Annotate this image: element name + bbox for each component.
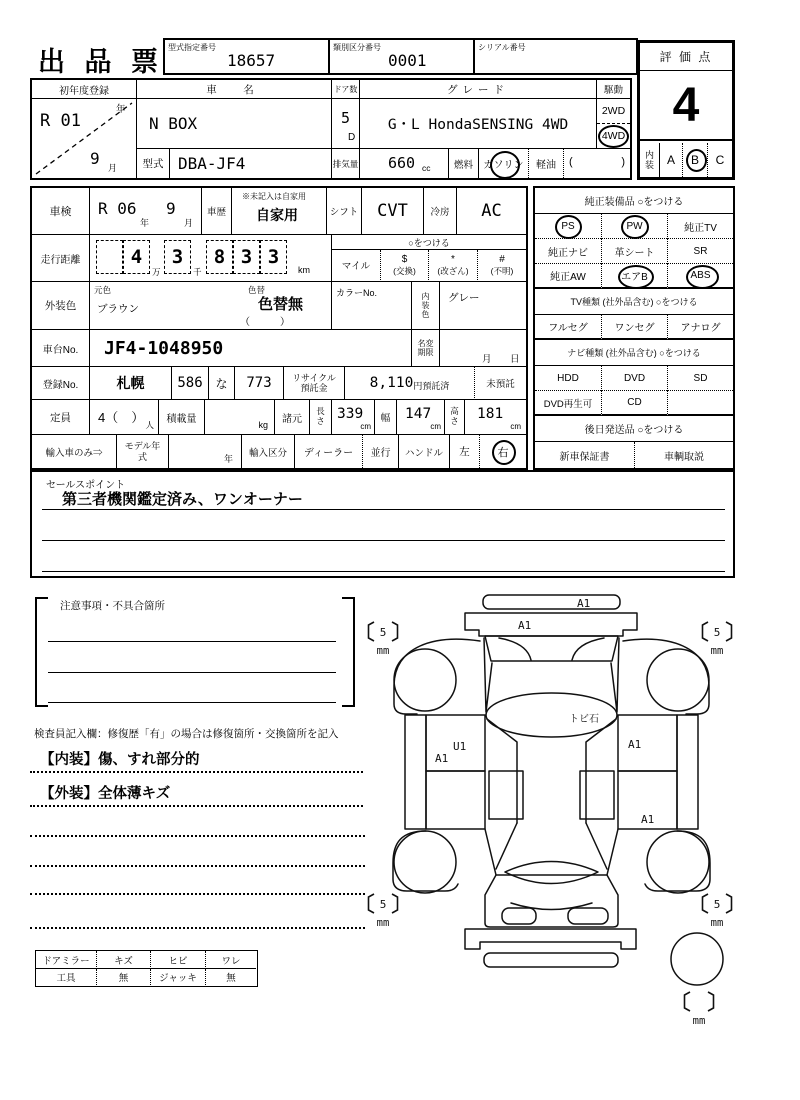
chassis-label: 車台No.	[32, 330, 90, 367]
sales-point-box	[30, 470, 735, 578]
reg-num2: 773	[235, 367, 284, 400]
inner-diag-left	[496, 823, 517, 869]
caution-bracket-left	[35, 597, 48, 707]
later-manual: 車輌取説	[634, 442, 733, 468]
grade-header: グレード	[360, 80, 597, 99]
load-label: 積載量	[159, 400, 205, 435]
evaluation-box	[637, 40, 735, 180]
recycle-label: リサイクル預託金	[284, 367, 345, 400]
navi-hdd: HDD	[535, 366, 601, 391]
tread-marker-spare	[685, 992, 714, 1027]
doors-value: 5	[341, 109, 351, 127]
seat-right	[580, 771, 614, 819]
svg-text:5: 5	[379, 626, 387, 639]
tv-header: TV種類 (社外品含む) ○をつける	[535, 289, 733, 315]
model-code-box	[163, 38, 330, 75]
svg-text:mm: mm	[692, 1015, 706, 1027]
model-value: DBA-JF4	[170, 149, 332, 178]
load-cell: kg	[205, 400, 275, 435]
shift-label: シフト	[327, 188, 362, 235]
spare-tire	[671, 933, 723, 985]
displacement-cell	[360, 149, 449, 178]
caution-line-3	[48, 702, 336, 703]
first-reg-era: R 01	[40, 111, 81, 131]
width-cell: 147 cm	[397, 400, 445, 435]
shaken-month-suffix: 月	[184, 218, 194, 228]
model-label: 型式	[137, 149, 170, 178]
colorno-cell	[332, 282, 412, 330]
mileage-opt-dollar: $ (交換)	[380, 250, 428, 280]
svg-text:5: 5	[713, 626, 721, 639]
model-year-cell: 年	[169, 435, 242, 468]
color-cell	[90, 282, 332, 330]
tools-r1c4: ワレ	[205, 951, 256, 969]
blank-note-line-3	[30, 893, 365, 895]
capacity-cell: 4（ ） 人	[90, 400, 159, 435]
interior-grade-label: 内装	[640, 143, 660, 177]
color-change-label: 色替	[248, 285, 266, 295]
right-rear-damage-label: A1	[641, 813, 655, 826]
later-warranty: 新車保証書	[559, 451, 610, 463]
front-bumper	[483, 595, 620, 609]
exterior-note-line	[30, 805, 363, 807]
navi-sd: SD	[667, 366, 733, 391]
tools-r2c4: 無	[205, 969, 256, 985]
rear-door-left	[426, 771, 485, 829]
svg-text:mm: mm	[710, 917, 724, 929]
hood	[465, 613, 637, 636]
equipment-table	[533, 186, 735, 470]
wiper-left	[499, 638, 531, 660]
mileage-opt-hash: # (不明)	[477, 250, 526, 280]
later-header: 後日発送品 ○をつける	[535, 416, 733, 442]
grade-value: G・L HondaSENSING 4WD	[360, 99, 597, 149]
shaken-era: R 06	[98, 199, 137, 218]
namechange-month: 月	[482, 354, 492, 365]
front-wheel-right	[647, 649, 709, 711]
ac-label: 冷房	[424, 188, 457, 235]
detail-table	[30, 186, 528, 470]
c-pillar-left	[485, 829, 496, 875]
windshield-damage-label: トビ石	[569, 714, 599, 725]
import-dealer: ディーラー	[303, 448, 354, 459]
page-title: 出 品 票	[38, 47, 165, 77]
doors-header: ドア数	[332, 80, 360, 99]
reg-kana: な	[209, 367, 235, 400]
reg-num1: 586	[172, 367, 209, 400]
colorno-label: カラーNo.	[336, 288, 378, 298]
interior-grade-c: C	[707, 143, 732, 177]
navi-dvd: DVD	[601, 366, 667, 391]
mileage-digit-6: 3	[260, 240, 287, 274]
caution-line-2	[48, 672, 336, 673]
handle-left: 左	[459, 446, 470, 458]
first-reg-header: 初年度登録	[32, 80, 137, 99]
sales-line-1	[42, 509, 725, 510]
int-color-value: グレー	[440, 282, 526, 330]
caution-line-1	[48, 641, 336, 642]
drive-header: 駆動	[597, 80, 630, 99]
mileage-digit-4: 8	[206, 240, 233, 274]
tools-table	[35, 950, 258, 987]
front-bumper-damage-label: A1	[577, 597, 591, 610]
namechange-day: 日	[510, 354, 520, 365]
svg-text:mm: mm	[376, 917, 390, 929]
drive-2wd: 2WD	[597, 99, 630, 124]
tread-marker-front-left	[369, 622, 398, 657]
rear-wheel-left	[394, 831, 456, 893]
first-reg-month: 9	[90, 149, 100, 168]
sill-left	[405, 715, 426, 829]
mileage-sen: 千	[193, 267, 202, 277]
handle-right: 右	[479, 435, 526, 468]
int-color-label: 内装色	[412, 282, 440, 330]
import-parallel: 並行	[362, 435, 399, 468]
equip-tv: 純正TV	[667, 214, 733, 239]
history-note: ※未記入は自家用	[242, 192, 306, 201]
mileage-digits-cell	[90, 235, 332, 282]
tv-analog: アナログ	[667, 315, 733, 340]
mileage-label: 走行距離	[32, 235, 90, 282]
car-damage-diagram	[365, 585, 745, 1065]
interior-grade-row	[640, 143, 732, 177]
sales-point-text: 第三者機関鑑定済み、ワンオーナー	[62, 491, 303, 508]
height-cell: 181 cm	[465, 400, 526, 435]
recycle-deposit: 8,110 円預託済	[345, 367, 475, 400]
import-label: 輸入車のみ⇒	[32, 435, 117, 468]
not-deposited: 未預託	[475, 367, 526, 400]
mileage-digit-3: 3	[164, 240, 191, 274]
first-reg-month-suffix: 月	[108, 163, 118, 173]
capacity-label: 定員	[32, 400, 90, 435]
history-cell	[232, 188, 327, 235]
interior-grade-b: B	[682, 143, 707, 177]
interior-note-line	[30, 771, 363, 773]
ext-color-label: 外装色	[32, 282, 90, 330]
equip-pw: PW	[601, 214, 667, 239]
rear-bumper	[465, 929, 636, 949]
serial-label: シリアル番号	[478, 43, 526, 52]
color-change-value: 色替無	[258, 296, 304, 313]
tools-r1c3: ヒビ	[150, 951, 205, 969]
fuel-other-paren: ( )	[569, 156, 625, 168]
left-door-damage-label-u: U1	[453, 740, 467, 753]
svg-text:5: 5	[713, 898, 721, 911]
shaken-month: 9	[166, 199, 176, 218]
front-fender-left	[394, 639, 480, 714]
blank-note-line-2	[30, 865, 365, 867]
sales-line-3	[42, 571, 725, 572]
spec-label: 諸元	[275, 400, 310, 435]
mileage-man: 万	[152, 267, 161, 277]
tread-marker-rear-left	[369, 894, 398, 929]
class-code-box	[328, 38, 475, 75]
tools-r2c2: 無	[96, 969, 150, 985]
caution-bracket-right	[342, 597, 355, 707]
first-reg-cell	[32, 99, 137, 178]
height-label: 高さ	[445, 400, 465, 435]
tools-r2c3: ジャッキ	[150, 969, 205, 985]
navi-empty	[667, 391, 733, 416]
wiper-right	[572, 638, 604, 660]
mileage-mark-cell	[332, 235, 526, 282]
tools-r1c2: キズ	[96, 951, 150, 969]
doors-cell	[332, 99, 360, 149]
class-code-value: 0001	[388, 51, 427, 70]
namechange-date-cell	[440, 330, 526, 367]
evaluation-score: 4	[640, 71, 732, 141]
mileage-digit-1	[96, 240, 123, 274]
sales-point-label: セールスポイント	[46, 480, 126, 491]
tools-r1c1: ドアミラー	[36, 951, 96, 969]
interior-grade-a: A	[666, 153, 675, 167]
car-name-header: 車 名	[137, 80, 332, 99]
tread-marker-front-right	[703, 622, 732, 657]
headrest-left	[502, 908, 536, 924]
tools-r2c1: 工具	[56, 973, 76, 984]
displacement-label: 排気量	[332, 149, 360, 178]
serial-box	[473, 38, 638, 75]
ac-value: AC	[457, 188, 526, 235]
hood-damage-label: A1	[518, 619, 532, 632]
mileage-opt-mile: マイル	[341, 261, 371, 272]
car-outline	[393, 595, 723, 985]
drive-4wd: 4WD	[597, 124, 630, 149]
import-class-label: 輸入区分	[242, 435, 295, 468]
exterior-note: 【外装】全体薄キズ	[40, 786, 171, 802]
rear-window	[505, 862, 598, 884]
doors-suffix: D	[348, 132, 356, 143]
fuel-diesel: 軽油	[529, 149, 564, 178]
chassis-value: JF4-1048950	[90, 330, 412, 367]
navi-cd: CD	[601, 391, 667, 416]
fuel-label: 燃料	[449, 149, 479, 178]
navi-dvd-play: DVD再生可	[535, 391, 601, 416]
equip-aw: 純正AW	[535, 264, 601, 289]
mileage-digit-2: 4	[123, 240, 150, 274]
navi-header: ナビ種類 (社外品含む) ○をつける	[535, 340, 733, 366]
history-label: 車歴	[202, 188, 232, 235]
vehicle-table	[30, 78, 632, 180]
tv-one: ワンセグ	[601, 315, 667, 340]
shaken-label: 車検	[32, 188, 90, 235]
car-name-value: N BOX	[137, 99, 332, 149]
width-label: 幅	[375, 400, 397, 435]
displacement-value: 660	[388, 154, 416, 172]
equip-abs: ABS	[667, 264, 733, 289]
tv-full: フルセグ	[535, 315, 601, 340]
sill-right	[677, 715, 698, 829]
front-wheel-left	[394, 649, 456, 711]
shift-value: CVT	[362, 188, 424, 235]
fuel-gasoline: ガソリン	[479, 149, 529, 178]
seat-left	[489, 771, 523, 819]
namechange-label: 名変期限	[412, 330, 440, 367]
headrest-right	[568, 908, 608, 924]
equip-header: 純正装備品 ○をつける	[535, 188, 733, 214]
displacement-unit: cc	[422, 163, 431, 173]
model-year-label: モデル年式	[117, 435, 169, 468]
mileage-mark-header: ○をつける	[332, 235, 526, 250]
history-value: 自家用	[256, 207, 298, 223]
equip-sr: SR	[667, 239, 733, 264]
tread-marker-rear-right	[703, 894, 732, 929]
reg-area: 札幌	[90, 367, 172, 400]
orig-color-value: ブラウン	[97, 303, 139, 315]
inspector-note: 検査員記入欄：修復歴「有」の場合は修復箇所・交換箇所を記入	[34, 728, 339, 740]
svg-text:mm: mm	[710, 645, 724, 657]
right-front-door-damage-label: A1	[628, 738, 642, 751]
model-code-label: 型式指定番号	[168, 43, 216, 52]
model-code-value: 18657	[227, 51, 276, 70]
reg-label: 登録No.	[32, 367, 90, 400]
svg-text:mm: mm	[376, 645, 390, 657]
front-door-right	[618, 715, 677, 771]
length-cell: 339 cm	[332, 400, 375, 435]
interior-note: 【内装】傷、すれ部分的	[40, 752, 200, 768]
left-door-damage-label-a: A1	[435, 752, 449, 765]
inner-diag-right	[586, 823, 607, 869]
mileage-digit-5: 3	[233, 240, 260, 274]
length-label: 長さ	[310, 400, 332, 435]
mileage-unit: km	[298, 265, 310, 275]
mileage-opt-star: * (改ざん)	[428, 250, 477, 280]
caution-label: 注意事項・不具合箇所	[60, 600, 165, 612]
front-fender-right	[623, 639, 709, 714]
equip-ps: PS	[535, 214, 601, 239]
rear-wheel-right	[647, 831, 709, 893]
shaken-date-cell	[90, 188, 202, 235]
equip-leather: 革シート	[601, 239, 667, 264]
sales-line-2	[42, 540, 725, 541]
svg-text:5: 5	[379, 898, 387, 911]
evaluation-label: 評 価 点	[640, 43, 732, 71]
equip-navi: 純正ナビ	[535, 239, 601, 264]
blank-note-line-4	[30, 927, 365, 929]
color-change-paren: （ ）	[240, 317, 290, 328]
c-pillar-right	[607, 829, 618, 875]
first-reg-year-suffix: 年	[116, 104, 126, 115]
shaken-year-suffix: 年	[140, 218, 150, 228]
orig-color-label: 元色	[94, 285, 112, 295]
rear-bumper-strip	[484, 953, 618, 967]
blank-note-line-1	[30, 835, 365, 837]
class-code-label: 類別区分番号	[333, 43, 381, 52]
handle-label: ハンドル	[399, 435, 450, 468]
equip-airbag: エアB	[601, 264, 667, 289]
